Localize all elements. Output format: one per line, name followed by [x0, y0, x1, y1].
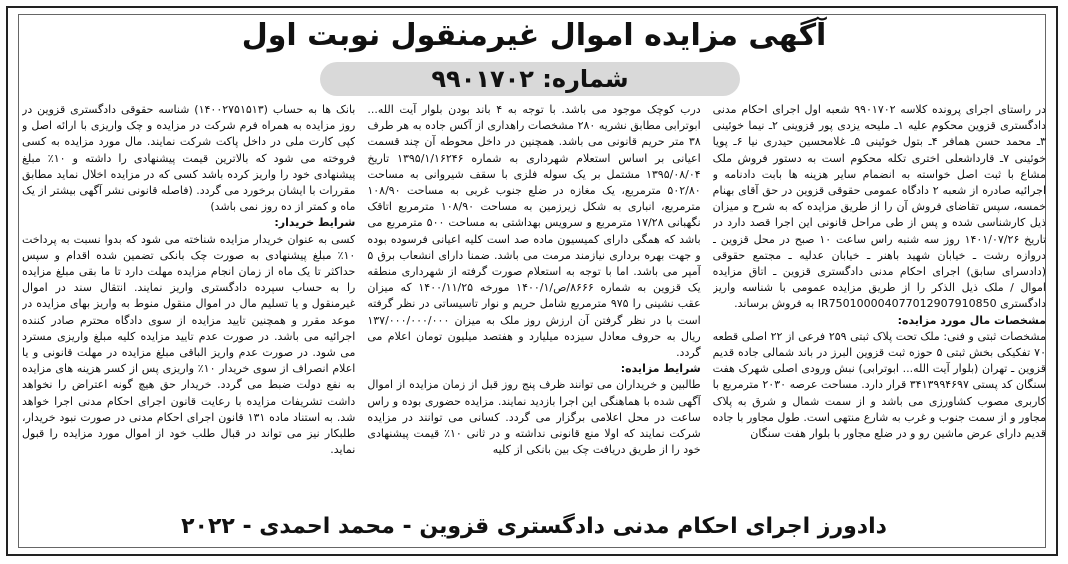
column-right	[713, 102, 1046, 504]
column-left	[22, 102, 355, 504]
section-heading-auction-terms: شرایط مزایده:	[620, 362, 701, 376]
property-details-paragraph: مشخصات ثبتی و فنی: ملک تحت پلاک ثبتی ۲۵۹ فرعی از ۲۲ اصلی قطعه ۷۰ تفکیکی بخش ثبتی ۵ حوزه ثبت قزوین البرز در باند شمالی جاده قدیم قزوین ـ تهران (بلوار آیت الله... ابوترابی) نبش ورودی اصلی شهرک هفت سنگان کد پستی ۳۴۱۳۹۹۴۶۹۷ قرار دارد. مساحت عرصه ۲۰۳۰ مترمربع با کاربری مصوب کشاورزی می باشد و از سمت شمال و شرق به پلاک مجاور و از سمت جنوب و غرب به شارع منتهی است. طول مجاور با جاده قدیم دارای عرض ماشین رو و در ضلع مجاور با بلوار هفت سنگان	[712, 329, 1046, 441]
notice-number-badge: شماره: ۹۹۰۱۷۰۲	[320, 62, 740, 96]
column-middle-paragraph: درب کوچک موجود می باشد. با توجه به ۴ باند بودن بلوار آیت الله... ابوترابی مطابق نشریه ۲۸۰ مشخصات راهداری از آکس جاده به هر طرف ۳۸ متر حریم قانونی می باشد. همچنین در داخل محوطه آن چند قسمت اعیانی بر اساس استعلام شهرداری به شماره ۱۳۹۵/۱/۱۶۲۴۶ تاریخ ۱۳۹۵/۰۸/۰۴ مشتمل بر یک سوله فلزی با سقف شیروانی به مساحت ۵۰۲/۸۰ مترمربع، یک مغازه در ضلع جنوب غربی به مساحت ۱۰۸/۹۰ مترمربع، انباری به شکل زیرزمین به مساحت ۱۰۸/۹۰ مترمربع اتاقک نگهبانی ۱۷/۲۸ مترمربع و سرویس بهداشتی به مساحت ۵۰۰ مترمربع می باشد که همگی دارای کمیسیون ماده صد است کلیه اعیانی فرسوده بوده و جهت بهره برداری نیازمند مرمت می باشد. ضمنا دارای انشعاب برق ۵ آمپر می باشد. اما با توجه به استعلام صورت گرفته از شهرداری منطقه یک قزوین به شماره ۸۶۶۶/ص/۱۴۰۰/۱ مورخه ۱۴۰۰/۱۱/۲۵ که میزان عقب نشینی را ۹۷۵ مترمربع شامل حریم و نوار تاسیساتی در نظر گرفته است با در نظر گرفتن آن ارزش روز ملک به میزان ۱۳۷/۰۰۰/۰۰۰/۰۰۰ ریال به حروف معادل سیزده میلیارد و هفتصد میلیون تومان اعلام می گردد.	[367, 103, 701, 360]
column-left-paragraph: بانک ها به حساب (۱۴۰۰۲۷۵۱۵۱۳) شناسه حقوقی دادگستری قزوین در روز مزایده به همراه فرم شرکت در مزایده و چک واریزی با ارائه اصل و کپی کارت ملی در داخل پاکت شرکت نمایند. مال مورد مزایده به کسی فروخته می شود که بالاترین قیمت پیشنهادی را داشته و ۱۰٪ مبلغ پیشنهادی خود را واریز کرده باشد کسی که در مزایده اخلال نماید مطابق مقررات با ایشان برخورد می گردد. (فاصله قانونی نشر آگهی بیشتر از یک ماه و کمتر از ده روز نمی باشد)	[22, 103, 356, 214]
notice-body	[22, 102, 1046, 504]
auction-terms-paragraph: طالبین و خریداران می توانند ظرف پنج روز قبل از زمان مزایده از اموال آگهی شده با هماهنگی این اجرا بازدید نمایند. مزایده حضوری بوده و راس ساعت در محل اعلامی برگزار می گردد. کسانی می توانند در مزایده شرکت نمایند که اولا منع قانونی نداشته و در ثانی ۱۰٪ قیمت پیشنهادی خود را از طریق دریافت چک بین بانکی از کلیه	[367, 378, 701, 457]
section-heading-property: مشخصات مال مورد مزایده:	[897, 313, 1046, 327]
column-right-paragraph: در راستای اجرای پرونده کلاسه ۹۹۰۱۷۰۲ شعبه اول اجرای احکام مدنی دادگستری قزوین محکوم علیه ۱ـ ملیحه یزدی پور قزوینی ۲ـ نیما خوئینی ۳ـ محمد حسن همافر ۴ـ بتول خوئینی ۵ـ غلامحسین حیدری نیا ۶ـ پویا خوئینی ۷ـ قارداشعلی اختری تکله محکوم است به دستور فروش ملک مشاع با ثبت اصل خواسته به انضمام سایر هزینه ها بابت دادنامه و اجرائیه صادره از شعبه ۲ دادگاه عمومی حقوقی قزوین در حق آقای بهنام خمسه، سپس تقاضای فروش آن را از طریق مزایده که به شرح و میزان ذیل کارشناسی شده و پس از طی مراحل قانونی این اجرا قصد دارد در تاریخ ۱۴۰۱/۰۷/۲۶ روز سه شنبه راس ساعت ۱۰ صبح در محل قزوین ـ دروازه رشت ـ خیابان شهید باهنر ـ خیابان عدلیه ـ مجتمع حقوقی (دادسرای سابق) اجرای احکام مدنی دادگستری قزوین ـ اتاق مزایده اموال / ملک ذیل الذکر را از طریق مزایده عمومی با شناسه واریز دادگستری IR750100004077012907910850 به فروش برساند.	[712, 103, 1046, 311]
watermark: ​	[500, 163, 522, 261]
notice-footer-signature: دادورز اجرای احکام مدنی دادگستری قزوین - محمد احمدی - ۲۰۲۲	[181, 514, 887, 539]
column-middle	[367, 102, 700, 504]
notice-title: آگهی مزایده اموال غیرمنقول نوبت اول	[241, 18, 827, 53]
section-heading-buyer-terms: شرایط خریدار:	[274, 216, 356, 230]
buyer-terms-paragraph: کسی به عنوان خریدار مزایده شناخته می شود که بدوا نسبت به پرداخت ۱۰٪ مبلغ پیشنهادی به صورت چک بانکی تضمین شده اقدام و سپس حداکثر تا یک ماه از زمان انجام مزایده مهلت دارد تا ما بقی مبلغ مزایده را به حساب سپرده دادگستری واریز نمایند. انتقال سند در اموال غیرمنقول و یا تسلیم مال در اموال منقول منوط به واریز بهای مزایده در موعد مقرر و همچنین تایید مزایده از سوی دادگاه محترم صادر کننده اجرائیه می باشد. در صورت عدم تایید مزایده کلیه مبلغ واریزی مسترد می شود. در صورت عدم واریز الباقی مبلغ مزایده در مهلت قانونی و یا اعلام انصراف از سوی خریدار ۱۰٪ واریزی پس از کسر هزینه های مزایده به نفع دولت ضبط می گردد. خریدار حق هیچ گونه اعتراض را نخواهد داشت تشریفات مزایده با رعایت قانون اجرای احکام مدنی اجرا خواهد شد. به استناد ماده ۱۳۱ قانون اجرای احکام مدنی در صورت نبود خریدار، طلبکار نیز می تواند در قبال طلب خود از اموال مورد مزایده را قبول نماید.	[22, 232, 356, 457]
